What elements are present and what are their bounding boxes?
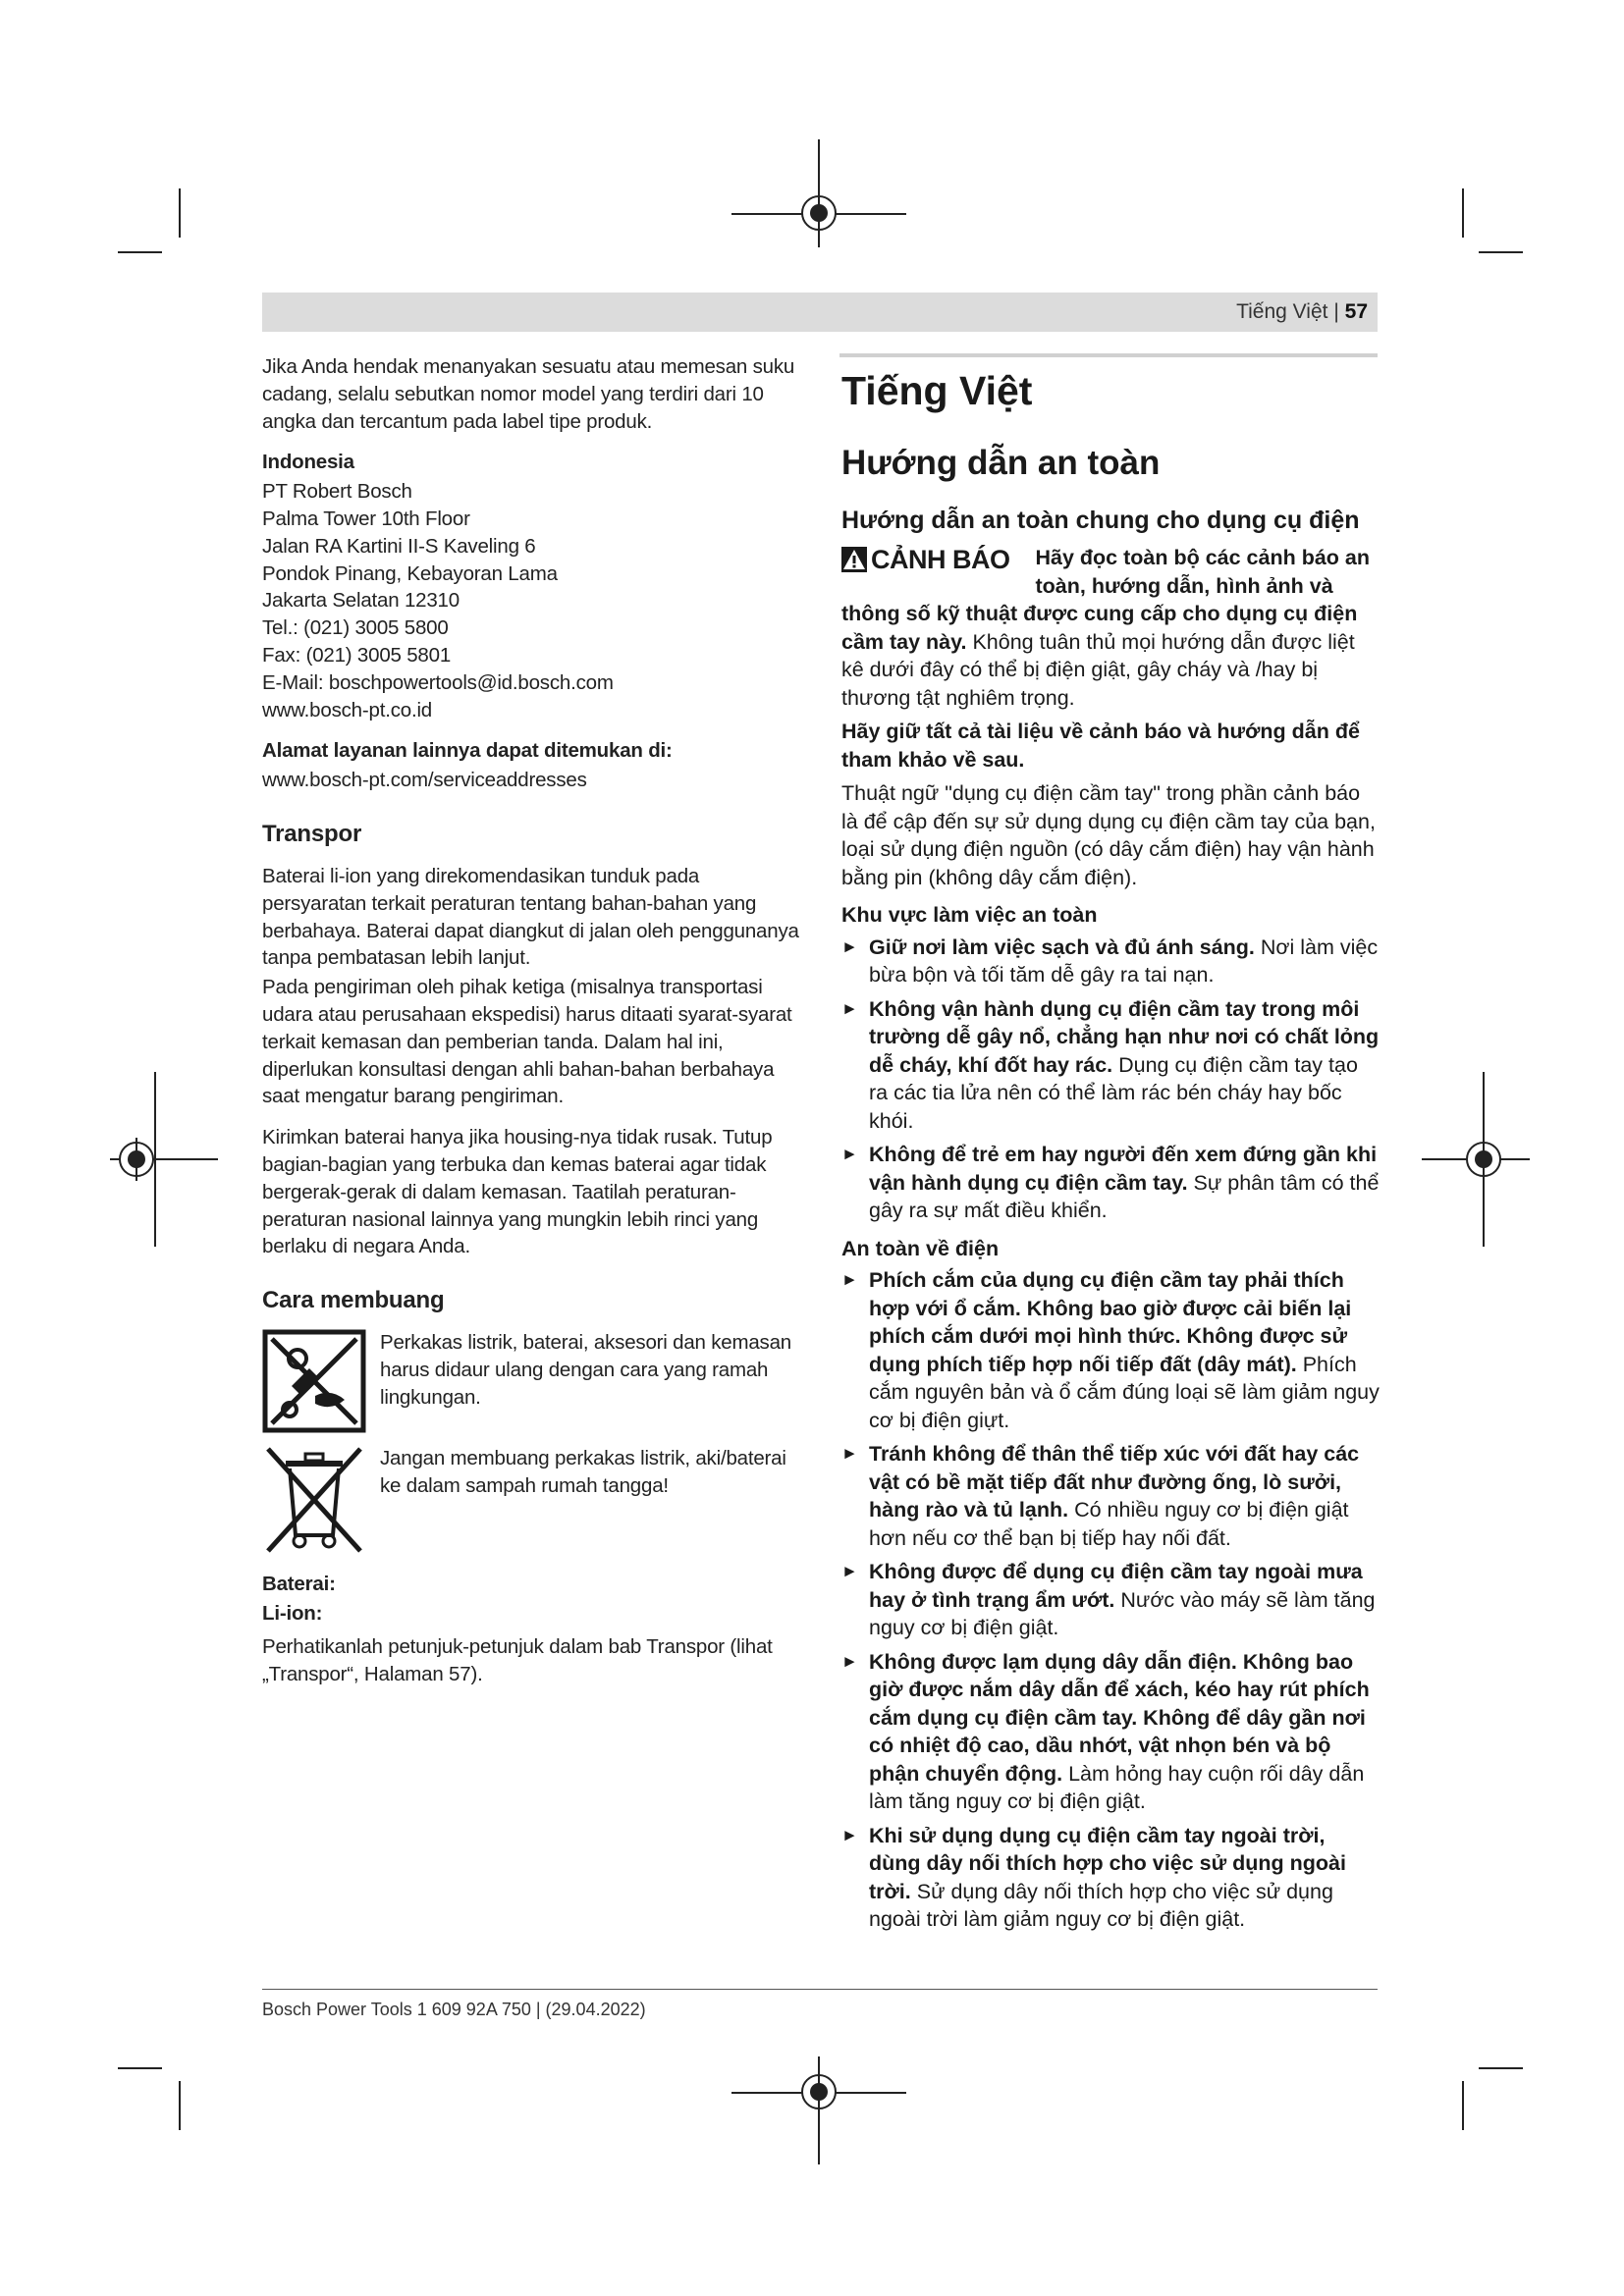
item-bold-text: Không vận hành dụng cụ điện cầm tay trong môi trường dễ gây nổ, chẳng hạn như nơi có chất lỏng dễ cháy, khí đốt hay rác. bbox=[869, 996, 1380, 1077]
list-item bbox=[841, 1141, 1380, 1225]
list-item bbox=[841, 1558, 1380, 1642]
warning-bold-text: Hãy đọc toàn bộ các cảnh báo an toàn, hướng dẫn, hình ảnh và thông số kỹ thuật được cung cấp cho dụng cụ điện cầm tay này. bbox=[841, 546, 1370, 654]
bullet-arrow-icon: ► bbox=[841, 1444, 858, 1463]
list-item bbox=[841, 995, 1380, 1136]
crop-mark-top-right-v bbox=[1462, 188, 1464, 238]
registration-mark-left-icon bbox=[119, 1142, 154, 1177]
item-normal-text: Phích cắm nguyên bản và ổ cắm đúng loại sẽ làm giảm nguy cơ bị điện giựt. bbox=[869, 1352, 1380, 1432]
warning-block bbox=[841, 544, 1380, 712]
crop-mark-top-left-h bbox=[118, 251, 162, 253]
language-title: Tiếng Việt bbox=[841, 368, 1033, 413]
item-bold-text: Khi sử dụng dụng cụ điện cầm tay ngoài trời, dùng dây nối thích hợp cho việc sử dụng ngoài trời. bbox=[869, 1823, 1346, 1903]
address-country: Indonesia bbox=[262, 451, 354, 474]
recycle-row bbox=[262, 1329, 800, 1433]
left-column bbox=[262, 353, 800, 1701]
other-addresses-url: www.bosch-pt.com/serviceaddresses bbox=[262, 769, 587, 792]
recycle-text: Perkakas listrik, baterai, aksesori dan kemasan harus didaur ulang dengan cara yang ramah lingkungan. bbox=[380, 1331, 792, 1409]
address-line: Pondok Pinang, Kebayoran Lama bbox=[262, 561, 558, 585]
footer-rule bbox=[262, 1989, 1378, 1990]
crop-mark-bottom-right-h bbox=[1479, 2067, 1523, 2069]
bullet-arrow-icon: ► bbox=[841, 936, 858, 956]
list-item bbox=[841, 1266, 1380, 1434]
disposal-heading: Cara membuang bbox=[262, 1287, 445, 1314]
header-language: Tiếng Việt bbox=[1236, 300, 1328, 323]
item-bold-text: Phích cắm của dụng cụ điện cầm tay phải thích hợp với ổ cắm. Không bao giờ được cải biến lại phích cắm dưới mọi hình thức. Không được sử dụng phích tiếp hợp nối tiếp đất (dây mát). bbox=[869, 1268, 1352, 1376]
right-column bbox=[841, 365, 1380, 1940]
item-normal-text: Nơi làm việc bừa bộn và tối tăm dễ gây ra tai nạn. bbox=[869, 934, 1379, 987]
registration-mark-right-icon bbox=[1466, 1142, 1501, 1177]
transport-paragraph-3: Kirimkan baterai hanya jika housing-nya tidak rusak. Tutup bagian-bagian yang terbuka dan kemas baterai agar tidak bergerak-gerak di dalam kemasan. Taatilah peraturan-peraturan nasional lainnya yang mungkin lebih rinci yang berlaku di negara Anda. bbox=[262, 1126, 773, 1258]
address-line: Palma Tower 10th Floor bbox=[262, 507, 470, 530]
warning-label-text: CẢNH BÁO bbox=[871, 545, 1010, 574]
battery-note: Perhatikanlah petunjuk-petunjuk dalam bab Transpor (lihat „Transpor“, Halaman 57). bbox=[262, 1634, 773, 1685]
address-fax: Fax: (021) 3005 5801 bbox=[262, 643, 452, 667]
item-bold-text: Không để trẻ em hay người đến xem đứng gần khi vận hành dụng cụ điện cầm tay. bbox=[869, 1143, 1378, 1195]
item-normal-text: Nước vào máy sẽ làm tăng nguy cơ bị điện giật. bbox=[869, 1587, 1376, 1639]
registration-mark-bottom-icon bbox=[801, 2074, 837, 2109]
bin-text: Jangan membuang perkakas listrik, aki/baterai ke dalam sampah rumah tangga! bbox=[380, 1447, 786, 1497]
liion-label: Li-ion: bbox=[262, 1601, 323, 1625]
item-bold-text: Tránh không để thân thể tiếp xúc với đất hay các vật có bề mặt tiếp đất như đường ống, lò sưởi, hàng rào và tủ lạnh. bbox=[869, 1442, 1360, 1522]
transport-paragraph-1: Baterai li-ion yang direkomendasikan tunduk pada persyaratan terkait peraturan tentang bahan-bahan yang berbahaya. Baterai dapat diangkut di jalan oleh penggunanya tanpa pembatasan lebih lanjut. bbox=[262, 864, 799, 970]
keep-documents-text: Hãy giữ tất cả tài liệu về cảnh báo và hướng dẫn để tham khảo về sau. bbox=[841, 720, 1360, 772]
address-block bbox=[262, 478, 800, 723]
warning-label bbox=[841, 546, 1010, 574]
other-addresses-label: Alamat layanan lainnya dapat ditemukan di: bbox=[262, 739, 673, 763]
work-area-heading: Khu vực làm việc an toàn bbox=[841, 903, 1098, 927]
transport-heading: Transpor bbox=[262, 820, 362, 847]
work-area-list bbox=[841, 934, 1380, 1225]
bullet-arrow-icon: ► bbox=[841, 1145, 858, 1163]
bin-row bbox=[262, 1445, 800, 1549]
item-normal-text: Sử dụng dây nối thích hợp cho việc sử dụng ngoài trời làm giảm nguy cơ bị điện giật. bbox=[869, 1879, 1333, 1931]
address-website: www.bosch-pt.co.id bbox=[262, 698, 433, 721]
list-item bbox=[841, 1822, 1380, 1934]
page-number: 57 bbox=[1344, 300, 1368, 323]
electrical-safety-heading: An toàn về điện bbox=[841, 1236, 1000, 1260]
item-normal-text: Làm hỏng hay cuộn rối dây dẫn làm tăng nguy cơ bị điện giật. bbox=[869, 1761, 1365, 1813]
list-item bbox=[841, 1440, 1380, 1552]
bullet-arrow-icon: ► bbox=[841, 1270, 858, 1289]
battery-label: Baterai: bbox=[262, 1573, 336, 1596]
address-line: Jalan RA Kartini II-S Kaveling 6 bbox=[262, 534, 536, 558]
header-text bbox=[1236, 300, 1368, 324]
crop-mark-bottom-left-v bbox=[179, 2081, 181, 2130]
item-bold-text: Giữ nơi làm việc sạch và đủ ánh sáng. bbox=[869, 934, 1255, 959]
crop-mark-top-left-v bbox=[179, 188, 181, 238]
address-phone: Tel.: (021) 3005 5800 bbox=[262, 616, 449, 640]
crop-mark-top-right-h bbox=[1479, 251, 1523, 253]
bullet-arrow-icon: ► bbox=[841, 1825, 858, 1844]
list-item bbox=[841, 1648, 1380, 1816]
bullet-arrow-icon: ► bbox=[841, 998, 858, 1018]
crossed-bin-icon bbox=[262, 1445, 370, 1549]
address-line: Jakarta Selatan 12310 bbox=[262, 589, 460, 613]
address-line: PT Robert Bosch bbox=[262, 480, 412, 504]
electrical-safety-list bbox=[841, 1266, 1380, 1934]
item-normal-text: Có nhiều nguy cơ bị điện giật hơn nếu cơ thể bạn bị tiếp hay nối đất. bbox=[869, 1498, 1349, 1550]
page-header bbox=[262, 293, 1378, 332]
crop-mark-bottom-right-v bbox=[1462, 2081, 1464, 2130]
recycle-tools-symbol-icon bbox=[262, 1329, 370, 1433]
crop-mark-bottom-left-h bbox=[118, 2067, 162, 2069]
general-safety-title: Hướng dẫn an toàn chung cho dụng cụ điện bbox=[841, 507, 1360, 534]
address-email: E-Mail: boschpowertools@id.bosch.com bbox=[262, 670, 614, 694]
safety-title: Hướng dẫn an toàn bbox=[841, 444, 1161, 482]
warning-triangle-icon bbox=[841, 547, 867, 572]
item-normal-text: Sự phân tâm có thể gây ra sự mất điều khiển. bbox=[869, 1170, 1380, 1222]
registration-mark-top-icon bbox=[801, 195, 837, 231]
transport-paragraph-2: Pada pengiriman oleh pihak ketiga (misalnya transportasi udara atau perusahaan ekspedisi) harus ditaati syarat-syarat terkait kemasan dan pemberian tanda. Dalam hal ini, diperlukan konsultasi dengan ahli bahan-bahan berbahaya saat mengatur barang pengiriman. bbox=[262, 976, 792, 1108]
item-normal-text: Dụng cụ điện cầm tay tạo ra các tia lửa nên có thể làm rác bén cháy hay bốc khói. bbox=[869, 1052, 1358, 1133]
column-rule bbox=[839, 353, 1378, 357]
bullet-arrow-icon: ► bbox=[841, 1651, 858, 1671]
list-item bbox=[841, 934, 1380, 989]
term-definition-text: Thuật ngữ "dụng cụ điện cầm tay" trong phần cảnh báo là để cập đến sự sử dụng dụng cụ điện cầm tay của bạn, loại sử dụng điện nguồn (có dây cắm điện) hay vận hành bằng pin (không dây cắm điện). bbox=[841, 781, 1376, 889]
intro-text: Jika Anda hendak menanyakan sesuatu atau memesan suku cadang, selalu sebutkan nomor model yang terdiri dari 10 angka dan tercantum pada label tipe produk. bbox=[262, 355, 795, 433]
header-separator: | bbox=[1333, 300, 1339, 323]
item-bold-text: Không được lạm dụng dây dẫn điện. Không bao giờ được nắm dây dẫn để xách, kéo hay rút phích cắm dụng cụ điện cầm tay. Không để dây gần nơi có nhiệt độ cao, dầu nhớt, vật nhọn bén và bộ phận chuyển động. bbox=[869, 1649, 1370, 1786]
bullet-arrow-icon: ► bbox=[841, 1562, 858, 1580]
item-bold-text: Không được để dụng cụ điện cầm tay ngoài mưa hay ở tình trạng ẩm ướt. bbox=[869, 1560, 1363, 1612]
footer-text: Bosch Power Tools 1 609 92A 750 | (29.04.2022) bbox=[262, 2000, 646, 2019]
warning-normal-text: Không tuân thủ mọi hướng dẫn được liệt kê dưới đây có thể bị điện giật, gây cháy và /hay bị thương tật nghiêm trọng. bbox=[841, 629, 1355, 710]
